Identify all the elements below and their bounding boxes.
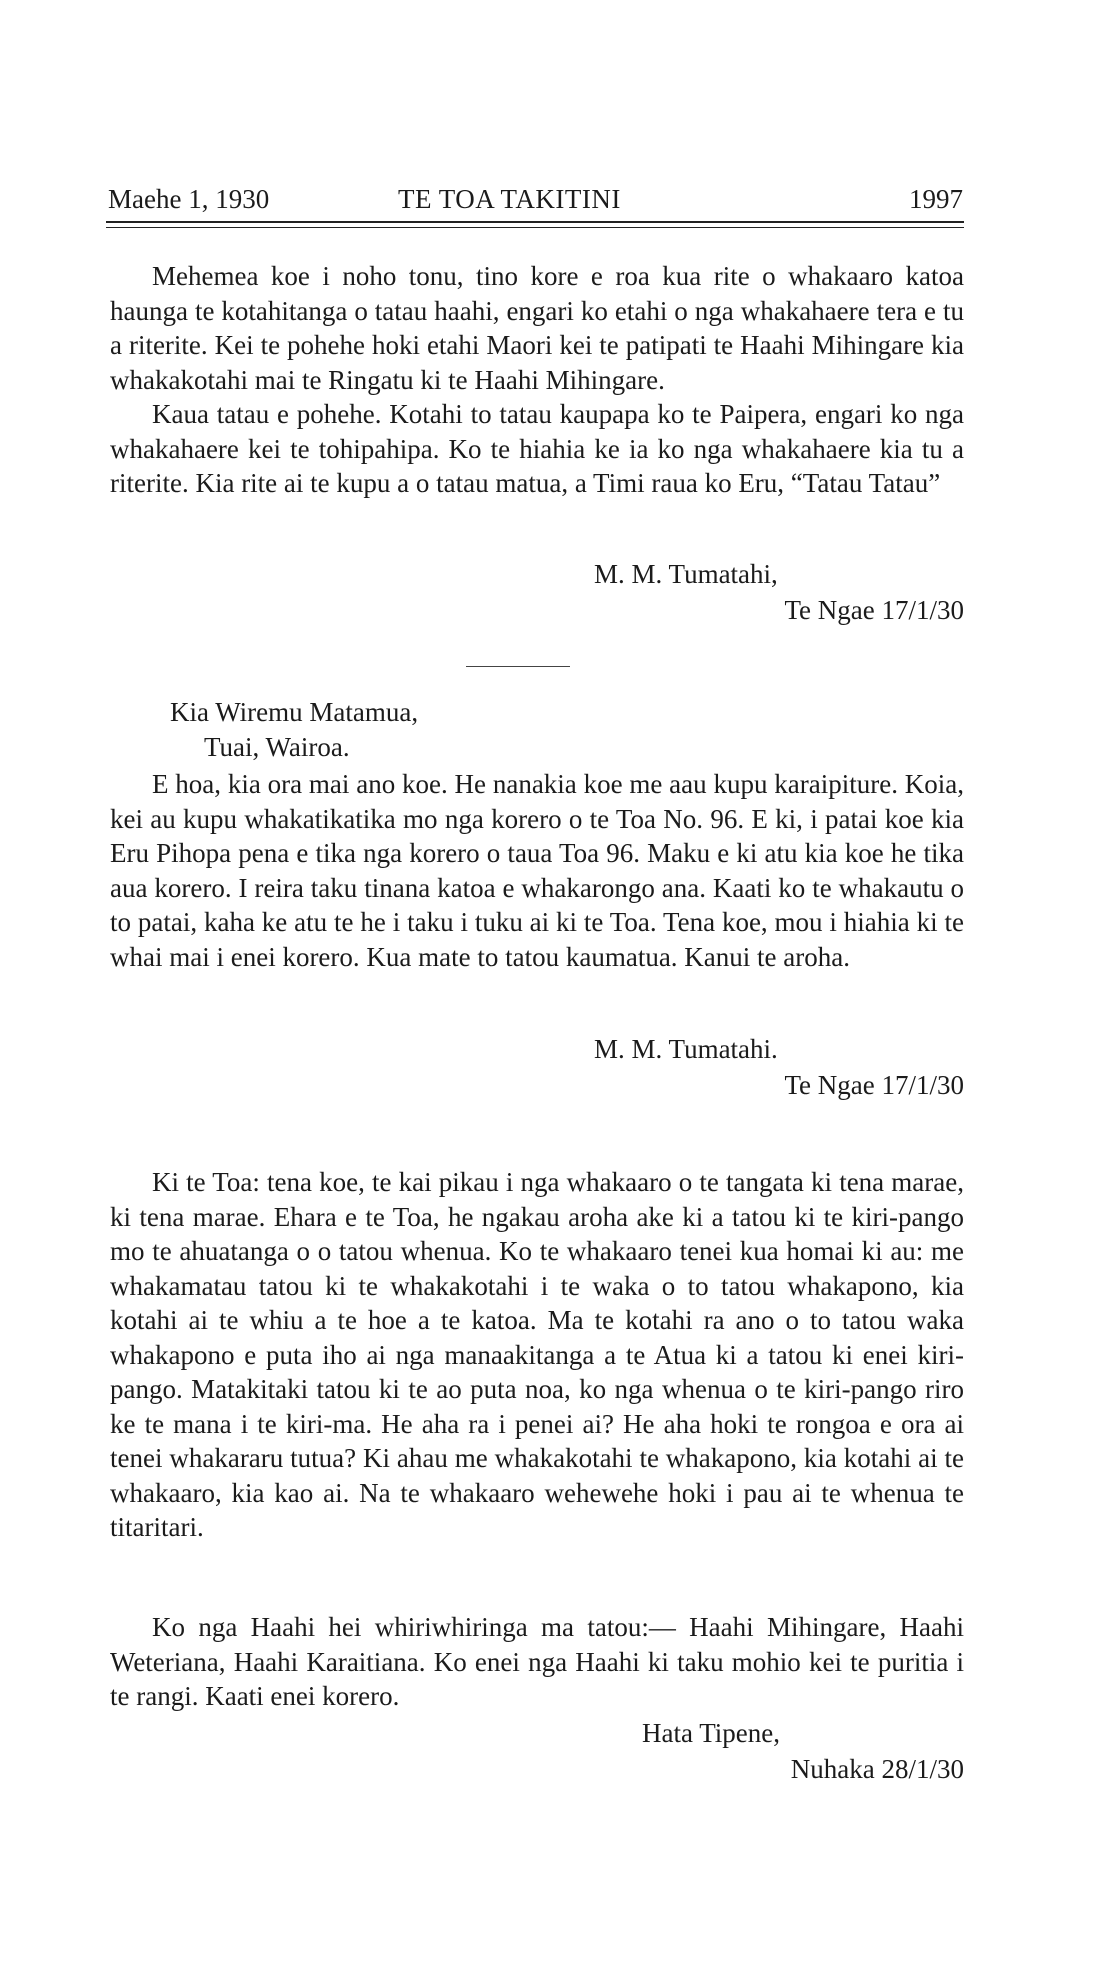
- header-rule-top: [106, 221, 964, 223]
- letter-2-paragraph: E hoa, kia ora mai ano koe. He nanakia koe me aau kupu karaipiture. Koia, kei au kupu whakatikatika mo nga korero o te Toa No. 96. E ki, i patai koe kia Eru Pihopa pena e tika nga korero o taua Toa 96. Maku e ki atu kia koe he tika aua korero. I reira taku tinana katoa e whakarongo ana. Kaati ko te whakautu o to patai, kaha ke atu te he i taku i tuku ai ki te Toa. Tena koe, mou i hiahia ki te whai mai i enei korero. Kua mate to tatou kaumatua. Kanui te aroha.: [110, 769, 964, 972]
- letter-2-address: Tuai, Wairoa.: [204, 732, 350, 762]
- issue-date: Maehe 1, 1930: [108, 184, 270, 214]
- letter-2-place-date: Te Ngae 17/1/30: [784, 1070, 964, 1100]
- letter-3-body-2: [110, 1610, 964, 1714]
- page-number: 1997: [909, 184, 963, 214]
- running-header: [108, 182, 963, 218]
- letter-3-paragraph-1: Ki te Toa: tena koe, te kai pikau i nga whakaaro o te tangata ki tena marae, ki tena marae. Ehara e te Toa, he ngakau aroha ake ki a tatou ki te kiri-pango mo te ahuatanga o o tatou whenua. Ko te whakaaro tenei kua homai ki au: me whakamatau tatou ki te whakakotahi i te waka o to tatou whakapono, kia kotahi ai te whiu a te hoe a te katoa. Ma te kotahi ra ano o to tatou waka whakapono e puta iho ai nga manaakitanga a te Atua ki a tatou ki enei kiri-pango. Matakitaki tatou ki te ao puta noa, ko nga whenua o te kiri-pango riro ke te mana i te kiri-ma. He aha ra i penei ai? He aha hoki te rongoa e ora ai tenei whakararu tutua? Ki ahau me whakakotahi te whakapono, kia kotahi ai te whakaaro, kia kao ai. Na te whakaaro wehewehe hoki i pau ai te whenua te titaritari.: [110, 1167, 964, 1542]
- letter-1-signature: M. M. Tumatahi,: [594, 559, 778, 589]
- letter-3-place-date: Nuhaka 28/1/30: [790, 1754, 964, 1784]
- letter-3-body: [110, 1165, 964, 1545]
- letter-2-body: [110, 767, 964, 974]
- publication-title: TE TOA TAKITINI: [398, 184, 621, 214]
- letter-2-signature: M. M. Tumatahi.: [594, 1034, 778, 1064]
- header-rule-bottom: [106, 227, 964, 228]
- section-divider: [466, 666, 570, 667]
- letter-1-paragraph-1: Mehemea koe i noho tonu, tino kore e roa kua rite o whakaaro katoa haunga te kotahitanga o tatau haahi, engari ko etahi o nga whakahaere tera e tu a riterite. Kei te pohehe hoki etahi Maori kei te patipati te Haahi Mihingare kia whakakotahi mai te Ringatu ki te Haahi Mihingare.: [110, 261, 964, 395]
- letter-3-signature: Hata Tipene,: [642, 1718, 780, 1748]
- letter-2-salutation: Kia Wiremu Matamua,: [170, 697, 419, 727]
- letter-1-body: [110, 259, 964, 501]
- letter-3-paragraph-2: Ko nga Haahi hei whiriwhiringa ma tatou:— Haahi Mihingare, Haahi Weteriana, Haahi Karaitiana. Ko enei nga Haahi ki taku mohio kei te puritia i te rangi. Kaati enei korero.: [110, 1612, 964, 1711]
- letter-1-paragraph-2: Kaua tatau e pohehe. Kotahi to tatau kaupapa ko te Paipera, engari ko nga whakahaere kei te tohipahipa. Ko te hiahia ke ia ko nga whakahaere kia tu a riterite. Kia rite ai te kupu a o tatau matua, a Timi raua ko Eru, “Tatau Tatau”: [110, 399, 964, 498]
- letter-1-place-date: Te Ngae 17/1/30: [784, 595, 964, 625]
